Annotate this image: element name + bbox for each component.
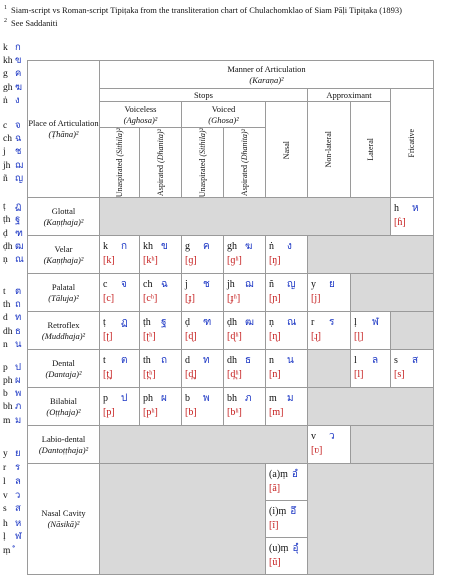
left-roman: h <box>3 519 8 529</box>
left-roman: ḷ <box>3 532 6 542</box>
left-roman: jh <box>3 161 11 171</box>
cell-retroflex-nonlateral: r ร [ɻ] <box>308 312 351 350</box>
left-roman: ṇ <box>3 255 8 265</box>
left-roman: ḍh <box>3 242 13 252</box>
left-roman: l <box>3 477 6 487</box>
left-roman: th <box>3 300 11 310</box>
row-nasal-cavity <box>28 464 434 501</box>
nonlateral-header: Non-lateral <box>308 102 351 198</box>
left-thai: ผ <box>15 376 21 386</box>
left-roman: gh <box>3 83 13 93</box>
empty-cell <box>100 198 391 236</box>
cell-retroflex-4: ṇ ณ [ɳ] <box>266 312 308 350</box>
cell-bilabial-0: p ป [p] <box>100 388 140 426</box>
approximant-header: Approximant <box>308 89 391 102</box>
left-roman: bh <box>3 402 13 412</box>
place-header: Place of Articulation (Ṭhāna)² <box>28 61 100 198</box>
left-thai: ค <box>15 69 22 79</box>
place-nasal-cavity: Nasal Cavity (Nāsikā)² <box>28 464 100 575</box>
left-roman: g <box>3 69 8 79</box>
left-roman: ṭ <box>3 202 6 212</box>
place-palatal: Palatal (Tāluja)² <box>28 274 100 312</box>
cell-retroflex-lateral: ḷ ฬ [ɭ] <box>351 312 391 350</box>
cell-glottal-fricative: h ห [ɦ] <box>391 198 434 236</box>
cell-dental-4: n น [n] <box>266 350 308 388</box>
cell-dental-0: t ต [t̪] <box>100 350 140 388</box>
cell-velar-2: g ค [ɡ] <box>182 236 224 274</box>
left-thai: ภ <box>15 402 22 412</box>
aspirated-voiced-header: Aspirated (Dhanita)² <box>224 128 266 198</box>
left-thai: ม <box>15 416 22 426</box>
cell-velar-0: k ก [k] <box>100 236 140 274</box>
left-roman: ṭh <box>3 215 11 225</box>
place-velar: Velar (Kaṇṭhaja)² <box>28 236 100 274</box>
empty-cell <box>100 426 308 464</box>
left-pair <box>3 474 21 489</box>
left-roman: ṅ <box>3 96 8 106</box>
left-thai: ต <box>15 287 22 297</box>
consonant-table <box>27 60 434 575</box>
left-roman: n <box>3 340 8 350</box>
left-thai: ณ <box>15 255 24 265</box>
row-glottal <box>28 198 434 236</box>
voiced-header: Voiced (Ghosa)² <box>182 102 266 128</box>
left-pair <box>3 171 23 186</box>
cell-bilabial-1: ph ผ [pʰ] <box>140 388 182 426</box>
left-thai: ญ <box>15 174 24 184</box>
empty-cell <box>308 350 351 388</box>
cell-retroflex-1: ṭh ฐ [ʈʰ] <box>140 312 182 350</box>
cell-velar-3: gh ฆ [ɡʱ] <box>224 236 266 274</box>
cell-dental-fricative: s ส [s] <box>391 350 434 388</box>
place-glottal: Glottal (Kaṇṭhaja)² <box>28 198 100 236</box>
left-pair <box>3 337 22 352</box>
left-roman: ch <box>3 134 12 144</box>
left-thai: ย <box>15 449 21 459</box>
left-thai: ก <box>15 43 21 53</box>
left-roman: v <box>3 491 8 501</box>
cell-palatal-1: ch ฉ [cʰ] <box>140 274 182 312</box>
left-pair <box>3 252 24 267</box>
left-roman: r <box>3 463 7 473</box>
row-palatal <box>28 274 434 312</box>
cell-dental-3: dh ธ [d̪ʱ] <box>224 350 266 388</box>
row-dental <box>28 350 434 388</box>
left-thai: ง <box>15 96 20 106</box>
left-thai: จ <box>15 121 21 131</box>
left-pair <box>3 66 21 81</box>
left-thai: ฑ <box>15 229 23 239</box>
left-roman: kh <box>3 56 13 66</box>
cell-bilabial-3: bh ภ [bʱ] <box>224 388 266 426</box>
left-pair <box>3 212 20 227</box>
left-roman: m <box>3 416 11 426</box>
row-retroflex <box>28 312 434 350</box>
cell-velar-1: kh ข [kʰ] <box>140 236 182 274</box>
left-pair <box>3 93 20 108</box>
empty-cell <box>308 464 434 575</box>
left-thai: พ <box>15 389 22 399</box>
left-roman: ṃ <box>3 546 11 556</box>
place-bilabial: Bilabial (Oṭṭhaja)² <box>28 388 100 426</box>
left-thai: ธ <box>15 327 21 337</box>
left-roman: p <box>3 363 8 373</box>
left-roman: c <box>3 121 8 131</box>
cell-dental-lateral: l ล [l] <box>351 350 391 388</box>
left-pair <box>3 529 22 544</box>
empty-cell <box>391 312 434 350</box>
left-roman: ph <box>3 376 13 386</box>
footnote-2: $^2$ See Saddaniti <box>4 17 58 28</box>
cell-bilabial-4: m ม [m] <box>266 388 308 426</box>
cell-palatal-approximant: y ย [j] <box>308 274 351 312</box>
left-thai: ฒ <box>15 242 24 252</box>
left-thai: ฏ <box>15 202 22 212</box>
fricative-header: Fricative <box>391 89 434 198</box>
place-dental: Dental (Dantaja)² <box>28 350 100 388</box>
lateral-header: Lateral <box>351 102 391 198</box>
left-thai: ล <box>15 477 21 487</box>
cell-retroflex-2: ḍ ฑ [ɖ] <box>182 312 224 350</box>
left-thai: ฐ <box>15 215 21 225</box>
cell-dental-1: th ถ [t̪ʰ] <box>140 350 182 388</box>
left-thai: ฬ <box>15 532 22 542</box>
nasal-header: Nasal <box>266 102 308 198</box>
left-thai: ร <box>15 463 21 473</box>
left-thai: ช <box>15 147 22 157</box>
left-roman: ḍ <box>3 229 8 239</box>
unaspirated-voiced-header: Unaspirated (Sithila)² <box>182 128 224 198</box>
left-pair <box>3 310 21 325</box>
empty-cell <box>351 274 434 312</box>
left-pair <box>3 460 20 475</box>
left-pair <box>3 144 21 159</box>
empty-cell <box>308 388 434 426</box>
left-thai: ส <box>15 504 21 514</box>
left-roman: dh <box>3 327 13 337</box>
left-thai: ฌ <box>15 161 24 171</box>
cell-retroflex-0: ṭ ฏ [ʈ] <box>100 312 140 350</box>
left-thai: ข <box>15 56 22 66</box>
row-labiodental <box>28 426 434 464</box>
left-roman: j <box>3 147 6 157</box>
left-thai: ถ <box>15 300 21 310</box>
cell-palatal-4: ñ ญ [ɲ] <box>266 274 308 312</box>
left-thai: ว <box>15 491 21 501</box>
row-velar <box>28 236 434 274</box>
cell-nasal-cavity-2: (u)ṃ อุํ [ũ] <box>266 538 308 575</box>
left-roman: d <box>3 313 8 323</box>
manner-header: Manner of Articulation (Karaṇa)² <box>100 61 434 89</box>
left-thai: ฆ <box>15 83 23 93</box>
left-roman: y <box>3 449 8 459</box>
empty-cell <box>308 236 434 274</box>
stops-header: Stops <box>100 89 308 102</box>
place-labiodental: Labio-dental (Dantoṭṭhaja)² <box>28 426 100 464</box>
footnote-1: $^1$ Siam-script vs Roman-script Tipiṭaka from the transliteration chart of Chulachomklao of Siam Pāḷi Tipiṭaka (1893) <box>4 4 402 15</box>
left-thai: น <box>15 340 22 350</box>
left-roman: t <box>3 287 6 297</box>
cell-retroflex-3: ḍh ฒ [ɖʱ] <box>224 312 266 350</box>
cell-palatal-2: j ช [ɟ] <box>182 274 224 312</box>
cell-nasal-cavity-0: (a)ṃ อํ [ã] <box>266 464 308 501</box>
left-pair <box>3 543 15 558</box>
left-thai: ท <box>15 313 22 323</box>
left-thai: ป <box>15 363 22 373</box>
left-pair <box>3 446 21 461</box>
voiceless-header: Voiceless (Aghosa)² <box>100 102 182 128</box>
cell-palatal-3: jh ฌ [ɟʱ] <box>224 274 266 312</box>
cell-velar-4: ṅ ง [ŋ] <box>266 236 308 274</box>
left-roman: k <box>3 43 8 53</box>
left-roman: s <box>3 504 7 514</box>
cell-dental-2: d ท [d̪] <box>182 350 224 388</box>
left-pair <box>3 399 21 414</box>
cell-bilabial-2: b พ [b] <box>182 388 224 426</box>
left-roman: ñ <box>3 174 8 184</box>
row-bilabial <box>28 388 434 426</box>
left-pair <box>3 501 21 516</box>
empty-cell <box>351 426 434 464</box>
cell-labiodental-nonlateral: v ว [ʋ] <box>308 426 351 464</box>
place-retroflex: Retroflex (Muddhaja)² <box>28 312 100 350</box>
left-thai: ห <box>15 519 22 529</box>
cell-nasal-cavity-1: (i)ṃ อึ [ĩ] <box>266 501 308 538</box>
left-pair <box>3 413 21 428</box>
aspirated-voiceless-header: Aspirated (Dhanita)² <box>140 128 182 198</box>
cell-palatal-0: c จ [c] <box>100 274 140 312</box>
unaspirated-voiceless-header: Unaspirated (Sithila)² <box>100 128 140 198</box>
left-thai: ฉ <box>15 134 22 144</box>
empty-cell <box>100 464 266 575</box>
left-roman: b <box>3 389 8 399</box>
